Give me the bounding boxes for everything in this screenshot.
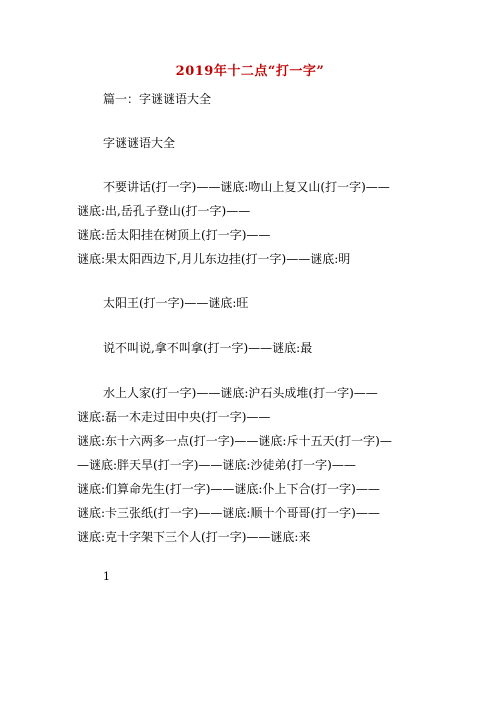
riddle-line: 谜底:果太阳西边下,月儿东边挂(打一字)——谜底:明 (77, 252, 351, 266)
riddle-line: 谜底:克十字架下三个人(打一字)——谜底:来 (77, 530, 311, 544)
riddle-line: 水上人家(打一字)——谜底:沪石头成堆(打一字)—— (103, 386, 378, 400)
riddle-line: 谜底:出,岳孔子登山(打一字)—— (77, 204, 251, 218)
riddle-line: 太阳王(打一字)——谜底:旺 (103, 296, 249, 310)
riddle-line: 谜底:岳太阳挂在树顶上(打一字)—— (77, 228, 271, 242)
page-number: 1 (103, 570, 110, 583)
document-title: 2019年十二点“打一字” (175, 64, 325, 79)
riddle-line: —谜底:胖天旱(打一字)——谜底:沙徒弟(打一字)—— (77, 458, 356, 472)
riddle-line: 谜底:磊一木走过田中央(打一字)—— (77, 410, 271, 424)
subheading: 字谜谜语大全 (103, 136, 176, 150)
riddle-line: 谜底:卡三张纸(打一字)——谜底:顺十个哥哥(打一字)—— (77, 506, 380, 520)
riddle-line: 谜底:们算命先生(打一字)——谜底:仆上下合(打一字)—— (77, 482, 380, 496)
riddle-line: 说不叫说,拿不叫拿(打一字)——谜底:最 (103, 341, 313, 355)
riddle-line: 不要讲话(打一字)——谜底:吻山上复又山(打一字)—— (103, 180, 390, 194)
riddle-line: 谜底:东十六两多一点(打一字)——谜底:斥十五天(打一字)— (77, 434, 392, 448)
section-heading: 篇一：字谜谜语大全 (103, 92, 212, 106)
